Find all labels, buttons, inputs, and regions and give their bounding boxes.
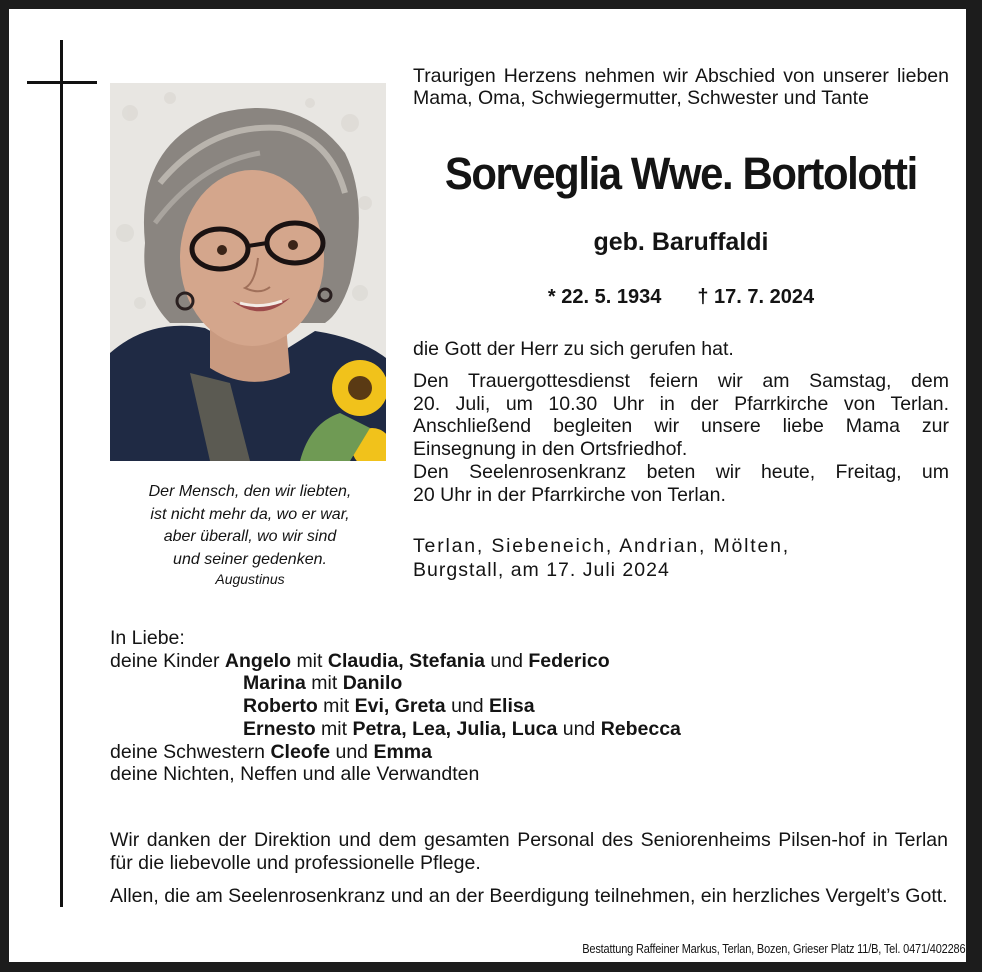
connector: und [451, 695, 484, 718]
service-line: 20. Juli, um 10.30 Uhr in der Pfarrkirche von Terlan. [413, 392, 949, 415]
quote-line: aber überall, wo wir sind [163, 528, 337, 545]
children-row [110, 718, 681, 741]
deceased-name: Sorveglia Wwe. Bortolotti [444, 148, 917, 199]
death-date: † 17. 7. 2024 [697, 286, 815, 308]
service-details [413, 370, 949, 506]
partner-names: Elisa [489, 695, 535, 718]
partner-names: Federico [528, 649, 610, 672]
quote-line: Der Mensch, den wir liebten, [148, 483, 352, 500]
quote-author: Augustinus [215, 571, 285, 587]
connector: und [490, 649, 523, 672]
service-line: Den Trauergottesdienst feiern wir am Samstag, dem [413, 370, 949, 392]
connector: mit [311, 672, 338, 695]
place-and-date [413, 534, 949, 582]
connector: und [335, 740, 369, 763]
place-line: Terlan, Siebeneich, Andrian, Mölten, [413, 535, 790, 557]
partner-names: Petra, Lea, Julia, Luca [352, 717, 558, 740]
funeral-home-footer: Bestattung Raffeiner Markus, Terlan, Bozen, Grieser Platz 11/B, Tel. 0471/402286 [581, 942, 965, 956]
called-home-text: die Gott der Herr zu sich gerufen hat. [413, 338, 734, 360]
connector: mit [321, 717, 348, 740]
service-line: Den Seelenrosenkranz beten wir heute, Freitag, um [413, 460, 949, 483]
children-label: deine Kinder [110, 649, 220, 672]
connector: und [562, 717, 596, 740]
maiden-name: geb. Baruffaldi [593, 228, 769, 256]
child-name: Angelo [224, 649, 292, 672]
cross-icon-vertical [60, 40, 63, 907]
sisters-label: deine Schwestern [110, 740, 266, 763]
children-row [110, 650, 681, 673]
quote-line: ist nicht mehr da, wo er war, [150, 505, 350, 523]
partner-names: Claudia, Stefania [327, 649, 485, 672]
service-line: Anschließend begleiten wir unsere liebe Mama zur [413, 415, 949, 438]
connector: mit [323, 695, 350, 718]
children-row [110, 695, 681, 718]
service-line: 20 Uhr in der Pfarrkirche von Terlan. [413, 483, 726, 506]
partner-names: Danilo [342, 672, 403, 695]
place-line: Burgstall, am 17. Juli 2024 [413, 559, 670, 581]
partner-names: Evi, Greta [354, 695, 446, 718]
child-name: Marina [243, 672, 306, 695]
mourners-heading: In Liebe: [110, 627, 185, 649]
service-line: Einsegnung in den Ortsfriedhof. [413, 438, 688, 461]
partner-names: Rebecca [600, 717, 681, 740]
relatives-row: deine Nichten, Neffen und alle Verwandten [110, 763, 480, 786]
cross-icon-horizontal [27, 81, 97, 84]
life-dates [413, 286, 949, 309]
connector: mit [296, 649, 323, 672]
sisters-row [110, 741, 681, 764]
birth-date: * 22. 5. 1934 [547, 286, 662, 308]
thanks-staff: Wir danken der Direktion und dem gesamten Personal des Seniorenheims Pilsen-hof in Terlan für die liebevolle und professionelle Pflege. [110, 829, 948, 874]
sister-name: Emma [373, 740, 432, 763]
portrait-photo [110, 83, 386, 461]
quote-line: und seiner gedenken. [173, 550, 327, 568]
intro-text: Traurigen Herzens nehmen wir Abschied von unserer lieben Mama, Oma, Schwiegermutter, Schwester und Tante [413, 65, 949, 109]
portrait-image [110, 83, 386, 461]
child-name: Ernesto [243, 717, 316, 740]
children-row [110, 672, 681, 695]
thanks-attendees: Allen, die am Seelenrosenkranz und an der Beerdigung teilnehmen, ein herzliches Vergelt’s Gott. [110, 885, 948, 907]
memorial-quote [100, 481, 400, 571]
child-name: Roberto [243, 695, 318, 718]
mourners-list [110, 627, 681, 786]
sister-name: Cleofe [270, 740, 331, 763]
